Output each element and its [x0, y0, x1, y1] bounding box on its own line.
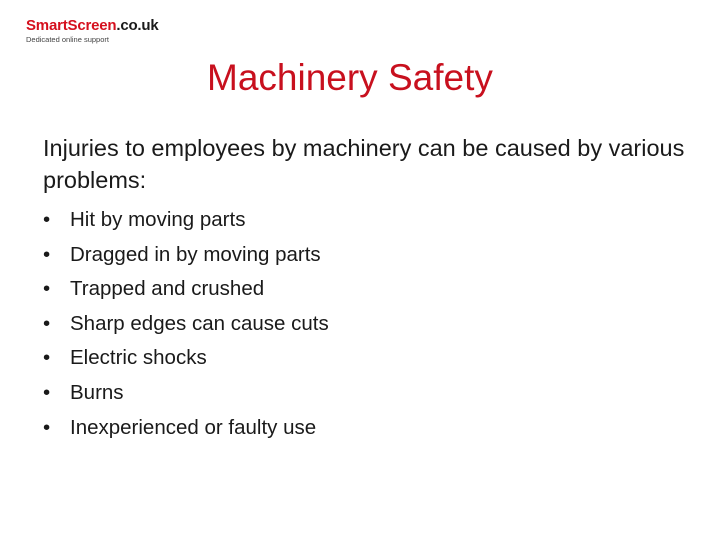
slide-intro-text: Injuries to employees by machinery can be caused by various problems: [43, 135, 685, 193]
logo-tagline: Dedicated online support [26, 35, 109, 44]
bullet-text: Electric shocks [70, 346, 207, 370]
bullet-text: Inexperienced or faulty use [70, 415, 317, 439]
logo-wordmark [26, 18, 159, 33]
bullet-dot: • [43, 380, 51, 404]
bullet-text: Burns [70, 380, 124, 404]
logo-brand-text: SmartScreen [26, 17, 117, 34]
bullet-item [43, 341, 329, 376]
bullet-dot: • [43, 415, 51, 439]
bullet-item [43, 376, 329, 411]
bullet-text: Sharp edges can cause cuts [70, 311, 329, 335]
bullet-list [43, 203, 329, 445]
logo-domain-text: .co.uk [116, 17, 159, 34]
bullet-dot: • [43, 242, 51, 266]
bullet-text: Trapped and crushed [70, 277, 265, 301]
bullet-text: Dragged in by moving parts [70, 242, 321, 266]
bullet-dot: • [43, 208, 51, 231]
smartscreen-logo [26, 18, 159, 44]
bullet-item [43, 238, 329, 273]
bullet-item [43, 411, 329, 446]
bullet-dot: • [43, 311, 51, 335]
bullet-item [43, 272, 329, 307]
bullet-item [43, 307, 329, 342]
slide-title: Machinery Safety [207, 57, 493, 98]
bullet-text: Hit by moving parts [70, 208, 246, 231]
bullet-dot: • [43, 346, 51, 370]
bullet-dot: • [43, 277, 51, 301]
bullet-item [43, 203, 329, 238]
